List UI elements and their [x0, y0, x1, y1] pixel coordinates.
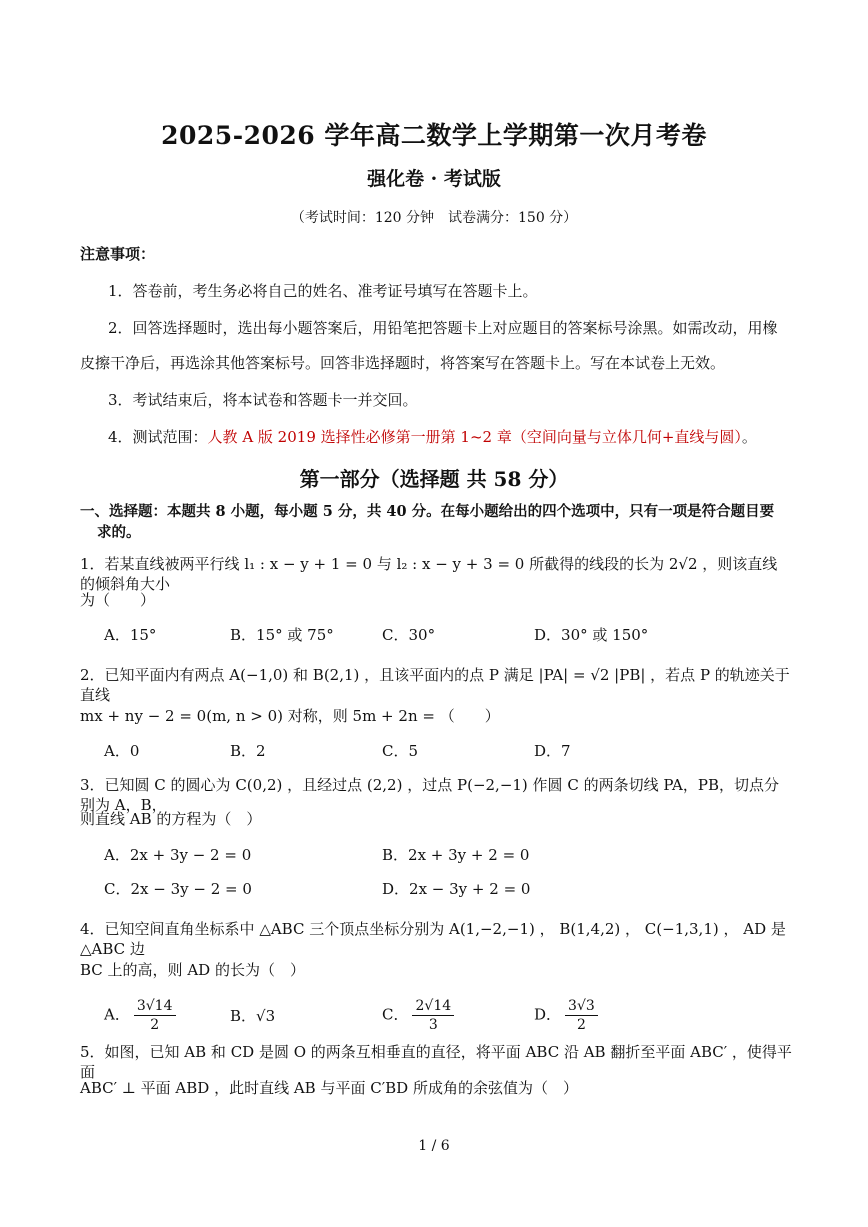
q4-option-c-denominator: 3 [428, 1017, 438, 1033]
q4-stem-line1: 4．已知空间直角坐标系中 △ABC 三个顶点坐标分别为 A(1,−2,−1) ， B(1,4,2) ， C(−1,3,1) ， AD 是 △ABC 边 [80, 920, 786, 958]
q4-option-a-numerator: 3√14 [134, 997, 176, 1016]
exam-meta: （考试时间：120 分钟 试卷满分：150 分） [290, 210, 578, 226]
notes-heading: 注意事项： [80, 245, 156, 263]
q3-option-b[interactable]: B．2x + 3y + 2 = 0 [382, 846, 530, 864]
q2-stem-line1: 2．已知平面内有两点 A(−1,0) 和 B(2,1) ，且该平面内的点 P 满足 |PA| = √2 |PB| ，若点 P 的轨迹关于直线 [80, 666, 790, 704]
q4-option-d-fraction [565, 997, 598, 1034]
q1-stem-line1: 1．若某直线被两平行线 l₁ : x − y + 1 = 0 与 l₂ : x − y + 3 = 0 所截得的线段的长为 2√2 ，则该直线的倾斜角大小 [80, 555, 778, 593]
page-number: 1 / 6 [418, 1138, 450, 1154]
q3-options-row2 [104, 878, 794, 898]
section-instructions-line1: 一、选择题：本题共 8 小题，每小题 5 分，共 40 分。在每小题给出的四个选项中，只有一项是符合题目要 [80, 503, 775, 520]
q3-option-d[interactable]: D．2x − 3y + 2 = 0 [382, 880, 531, 898]
q4-option-a[interactable] [104, 997, 180, 1034]
note-1: 1．答卷前，考生务必将自己的姓名、准考证号填写在答题卡上。 [108, 282, 538, 300]
q2-stem-line2: mx + ny − 2 = 0(m, n > 0) 对称，则 5m + 2n = （ ） [80, 707, 500, 725]
q4-option-a-fraction [134, 997, 176, 1034]
note-2-line1: 2．回答选择题时，选出每小题答案后，用铅笔把答题卡上对应题目的答案标号涂黑。如需改动，用橡 [108, 319, 778, 337]
q2-option-d[interactable]: D．7 [534, 742, 571, 760]
q4-option-d-label: D． [534, 1005, 562, 1024]
q4-option-d-numerator: 3√3 [565, 997, 598, 1016]
note-4-suffix: 。 [741, 428, 757, 446]
note-2-line2: 皮擦干净后，再选涂其他答案标号。回答非选择题时，将答案写在答题卡上。写在本试卷上无效。 [80, 354, 726, 372]
q4-option-d[interactable] [534, 997, 602, 1034]
q1-option-b[interactable]: B．15° 或 75° [230, 626, 334, 644]
q2-options [104, 740, 794, 760]
q4-stem-line2: BC 上的高，则 AD 的长为（ ） [80, 961, 305, 979]
q4-option-d-denominator: 2 [576, 1017, 586, 1033]
q2-option-b[interactable]: B．2 [230, 742, 266, 760]
note-3: 3．考试结束后，将本试卷和答题卡一并交回。 [108, 391, 418, 409]
q4-options [104, 993, 794, 1035]
note-4 [80, 427, 820, 447]
q4-option-a-denominator: 2 [150, 1017, 160, 1033]
q4-option-b[interactable]: B．√3 [230, 1007, 276, 1025]
q4-option-c-fraction [412, 997, 454, 1034]
q5-stem-line1: 5．如图，已知 AB 和 CD 是圆 O 的两条互相垂直的直径，将平面 ABC 沿 AB 翻折至平面 ABC′ ，使得平面 [80, 1043, 792, 1081]
q5-stem-line2: ABC′ ⊥ 平面 ABD ，此时直线 AB 与平面 C′BD 所成角的余弦值为（ ） [80, 1079, 578, 1097]
exam-subtitle: 强化卷 · 考试版 [367, 168, 501, 190]
q4-option-c[interactable] [382, 997, 458, 1034]
q1-options [104, 624, 794, 644]
q3-stem-line1: 3．已知圆 C 的圆心为 C(0,2) ，且经过点 (2,2) ，过点 P(−2,−1) 作圆 C 的两条切线 PA，PB，切点分别为 A，B， [80, 776, 779, 814]
q1-stem-line2: 为（ ） [80, 591, 156, 609]
q2-option-c[interactable]: C．5 [382, 742, 419, 760]
q1-option-d[interactable]: D．30° 或 150° [534, 626, 649, 644]
note-4-prefix: 4．测试范围： [108, 428, 208, 446]
q1-option-a[interactable]: A．15° [104, 626, 157, 644]
q3-option-a[interactable]: A．2x + 3y − 2 = 0 [104, 846, 252, 864]
q2-option-a[interactable]: A．0 [104, 742, 140, 760]
q4-option-a-label: A． [104, 1005, 130, 1024]
q3-options-row1 [104, 844, 794, 864]
part-heading: 第一部分（选择题 共 58 分） [299, 467, 569, 491]
section-instructions-line2: 求的。 [97, 524, 141, 541]
q1-option-c[interactable]: C．30° [382, 626, 436, 644]
q3-stem-line2: 则直线 AB 的方程为（ ） [80, 810, 262, 828]
q4-option-c-numerator: 2√14 [412, 997, 454, 1016]
note-4-scope: 人教 A 版 2019 选择性必修第一册第 1~2 章（空间向量与立体几何+直线与圆） [207, 428, 742, 446]
exam-title: 2025-2026 学年高二数学上学期第一次月考卷 [161, 121, 707, 150]
q3-option-c[interactable]: C．2x − 3y − 2 = 0 [104, 880, 252, 898]
q4-option-c-label: C． [382, 1005, 409, 1024]
